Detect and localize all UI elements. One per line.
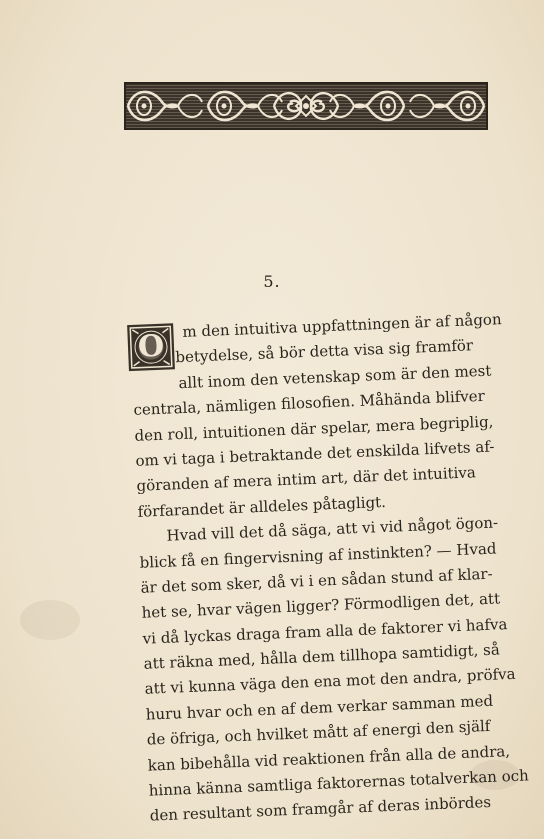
text-line: förfarandet är alldeles påtagligt. [137,492,387,521]
text-line: vi då lyckas draga fram alla de faktorer vi hafva [142,614,508,648]
text-line: huru hvar och en af dem verkar samman med [145,691,494,724]
body-text [130,306,538,829]
text-line: är det som sker, då vi i en sådan stund af klar- [140,564,493,597]
text-line: het se, hvar vägen ligger? Förmodligen det, att [141,589,501,623]
text-line: allt inom den vetenskap som är den mest [178,361,492,392]
drop-cap-letter: O [137,328,165,365]
text-line: de öfriga, och hvilket mått af energi den själf [146,717,491,749]
text-line: m den intuitiva uppfattningen är af någon [182,310,502,341]
text-line: hinna känna samtliga faktorernas totalverkan och [148,766,530,800]
text-line: betydelse, så bör detta visa sig framför [175,336,474,367]
paragraph-2 [138,509,538,829]
text-line: blick få en fingervisning af instinkten? — Hvad [139,539,497,572]
header-ornament [124,82,488,130]
text-line: den resultant som framgår af deras inbördes [149,793,492,826]
text-line: kan bibehålla vid reaktionen från alla de andra, [147,741,511,775]
text-line: centrala, nämligen filosofien. Måhända blifver [133,387,486,420]
paper-stain [20,600,80,640]
text-line: Hvad vill det då säga, att vi vid något ögon- [166,513,499,545]
text-line: göranden af mera intim art, där det intuitiva [136,463,477,496]
text-line: att vi kunna väga den ena mot den andra, pröfva [144,665,516,699]
text-line: om vi taga i betraktande det enskilda lifvets af- [135,437,495,470]
text-line: att räkna med, hålla dem tillhopa samtidigt, så [143,640,501,673]
page-number: 5. [263,272,281,291]
paragraph-1 [130,306,526,525]
text-line: den roll, intuitionen där spelar, mera begriplig, [134,412,494,445]
